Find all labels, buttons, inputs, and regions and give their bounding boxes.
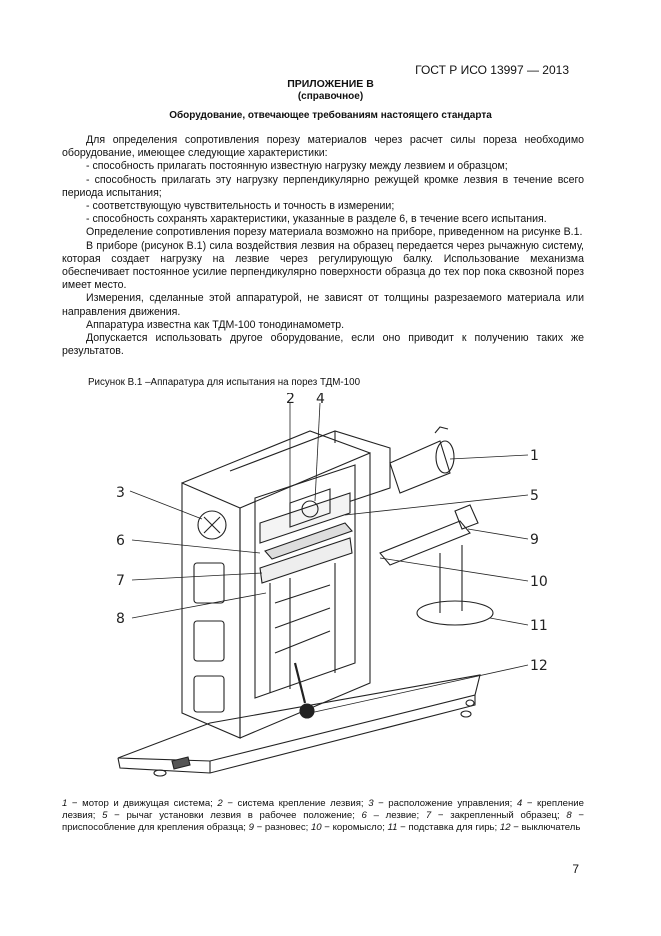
paragraph: Измерения, сделанные этой аппаратурой, не зависят от толщины разрезаемого материала или направления движения. [62, 292, 584, 318]
standard-number: ГОСТ Р ИСО 13997 — 2013 [415, 63, 569, 77]
paragraph: В приборе (рисунок В.1) сила воздействия лезвия на образец передается через рычажную систему, которая создает нагрузку на лезвие через регулирующую балку. Использование механизма обеспечивает постоянное усилие перпендикулярно поверхности образца до тех пор пока сквозной порез имеет место. [62, 239, 584, 292]
callout-2: 2 [286, 393, 295, 407]
paragraph: Аппаратура известна как ТДМ-100 тонодинамометр. [86, 318, 345, 331]
appendix-subtitle: (справочное) [297, 91, 364, 102]
housing-front [182, 483, 240, 738]
callout-10: 10 [530, 574, 548, 590]
legend-text: − приспособление для крепления образца; [62, 810, 584, 834]
callout-8: 8 [116, 611, 125, 627]
legend-text: − крепление лезвия; [62, 798, 584, 822]
legend-text: − мотор и движущая система; [67, 798, 218, 809]
callout-1: 1 [530, 448, 539, 464]
callout-9: 9 [530, 532, 539, 548]
legend-text: − коромысло; [321, 822, 388, 834]
legend-num: 11 [387, 822, 398, 834]
figure-caption: Рисунок В.1 –Аппаратура для испытания на порез ТДМ-100 [88, 377, 361, 388]
legend-num: 6 [361, 810, 367, 822]
legend-text: − система крепление лезвия; [222, 798, 369, 809]
list-item: - способность прилагать постоянную известную нагрузку между лезвием и образцом; [86, 160, 508, 173]
callout-6: 6 [116, 533, 125, 549]
paragraph: Для определения сопротивления порезу материалов через расчет силы пореза необходимо оборудование, имеющее следующие характеристики: [62, 134, 584, 160]
legend-num: 8 [566, 810, 572, 822]
legend-text: − рычаг установки лезвия в рабочее положение; [107, 810, 362, 822]
legend-text: − разновес; [253, 822, 311, 834]
callout-3: 3 [116, 485, 125, 501]
callout-7: 7 [116, 573, 125, 589]
legend-num: 3 [368, 798, 374, 809]
legend-text: − выключатель [510, 822, 581, 834]
paragraph: Допускается использовать другое оборудование, если оно приводит к получению таких же результатов. [62, 332, 584, 358]
callout-12: 12 [530, 658, 548, 674]
legend-num: 2 [217, 798, 223, 809]
legend-text: − подставка для гирь; [397, 822, 500, 834]
legend-num: 1 [62, 798, 68, 809]
legend-num: 10 [310, 822, 322, 834]
page-number: 7 [572, 862, 579, 876]
section-title: Оборудование, отвечающее требованиям настоящего стандарта [169, 110, 492, 121]
appendix-title: ПРИЛОЖЕНИЕ В [287, 78, 374, 90]
callout-5: 5 [530, 488, 539, 504]
legend-num: 5 [102, 810, 108, 822]
figure-tdm100-apparatus [90, 393, 570, 785]
list-item: - способность прилагать эту нагрузку перпендикулярно режущей кромке лезвия в течение всего периода испытания; [62, 173, 584, 199]
callout-4: 4 [316, 393, 325, 407]
legend-text: − расположение управления; [373, 798, 517, 809]
list-item: - способность сохранять характеристики, указанные в разделе 6, в течение всего испытания. [86, 213, 547, 226]
callout-11: 11 [530, 618, 548, 634]
apparatus-drawing [90, 393, 570, 785]
legend-num: 12 [499, 822, 511, 834]
list-item: - соответствующую чувствительность и точность в измерении; [86, 200, 395, 213]
paragraph: Определение сопротивления порезу материала возможно на приборе, приведенном на рисунке В.1. [86, 226, 583, 239]
body-text [62, 134, 584, 358]
legend-text: – лезвие; [366, 810, 426, 822]
legend-num: 4 [516, 798, 523, 809]
figure-legend [62, 798, 584, 835]
legend-text: − закрепленный образец; [431, 810, 567, 822]
legend-num: 7 [425, 810, 432, 822]
legend-num: 9 [248, 822, 254, 834]
